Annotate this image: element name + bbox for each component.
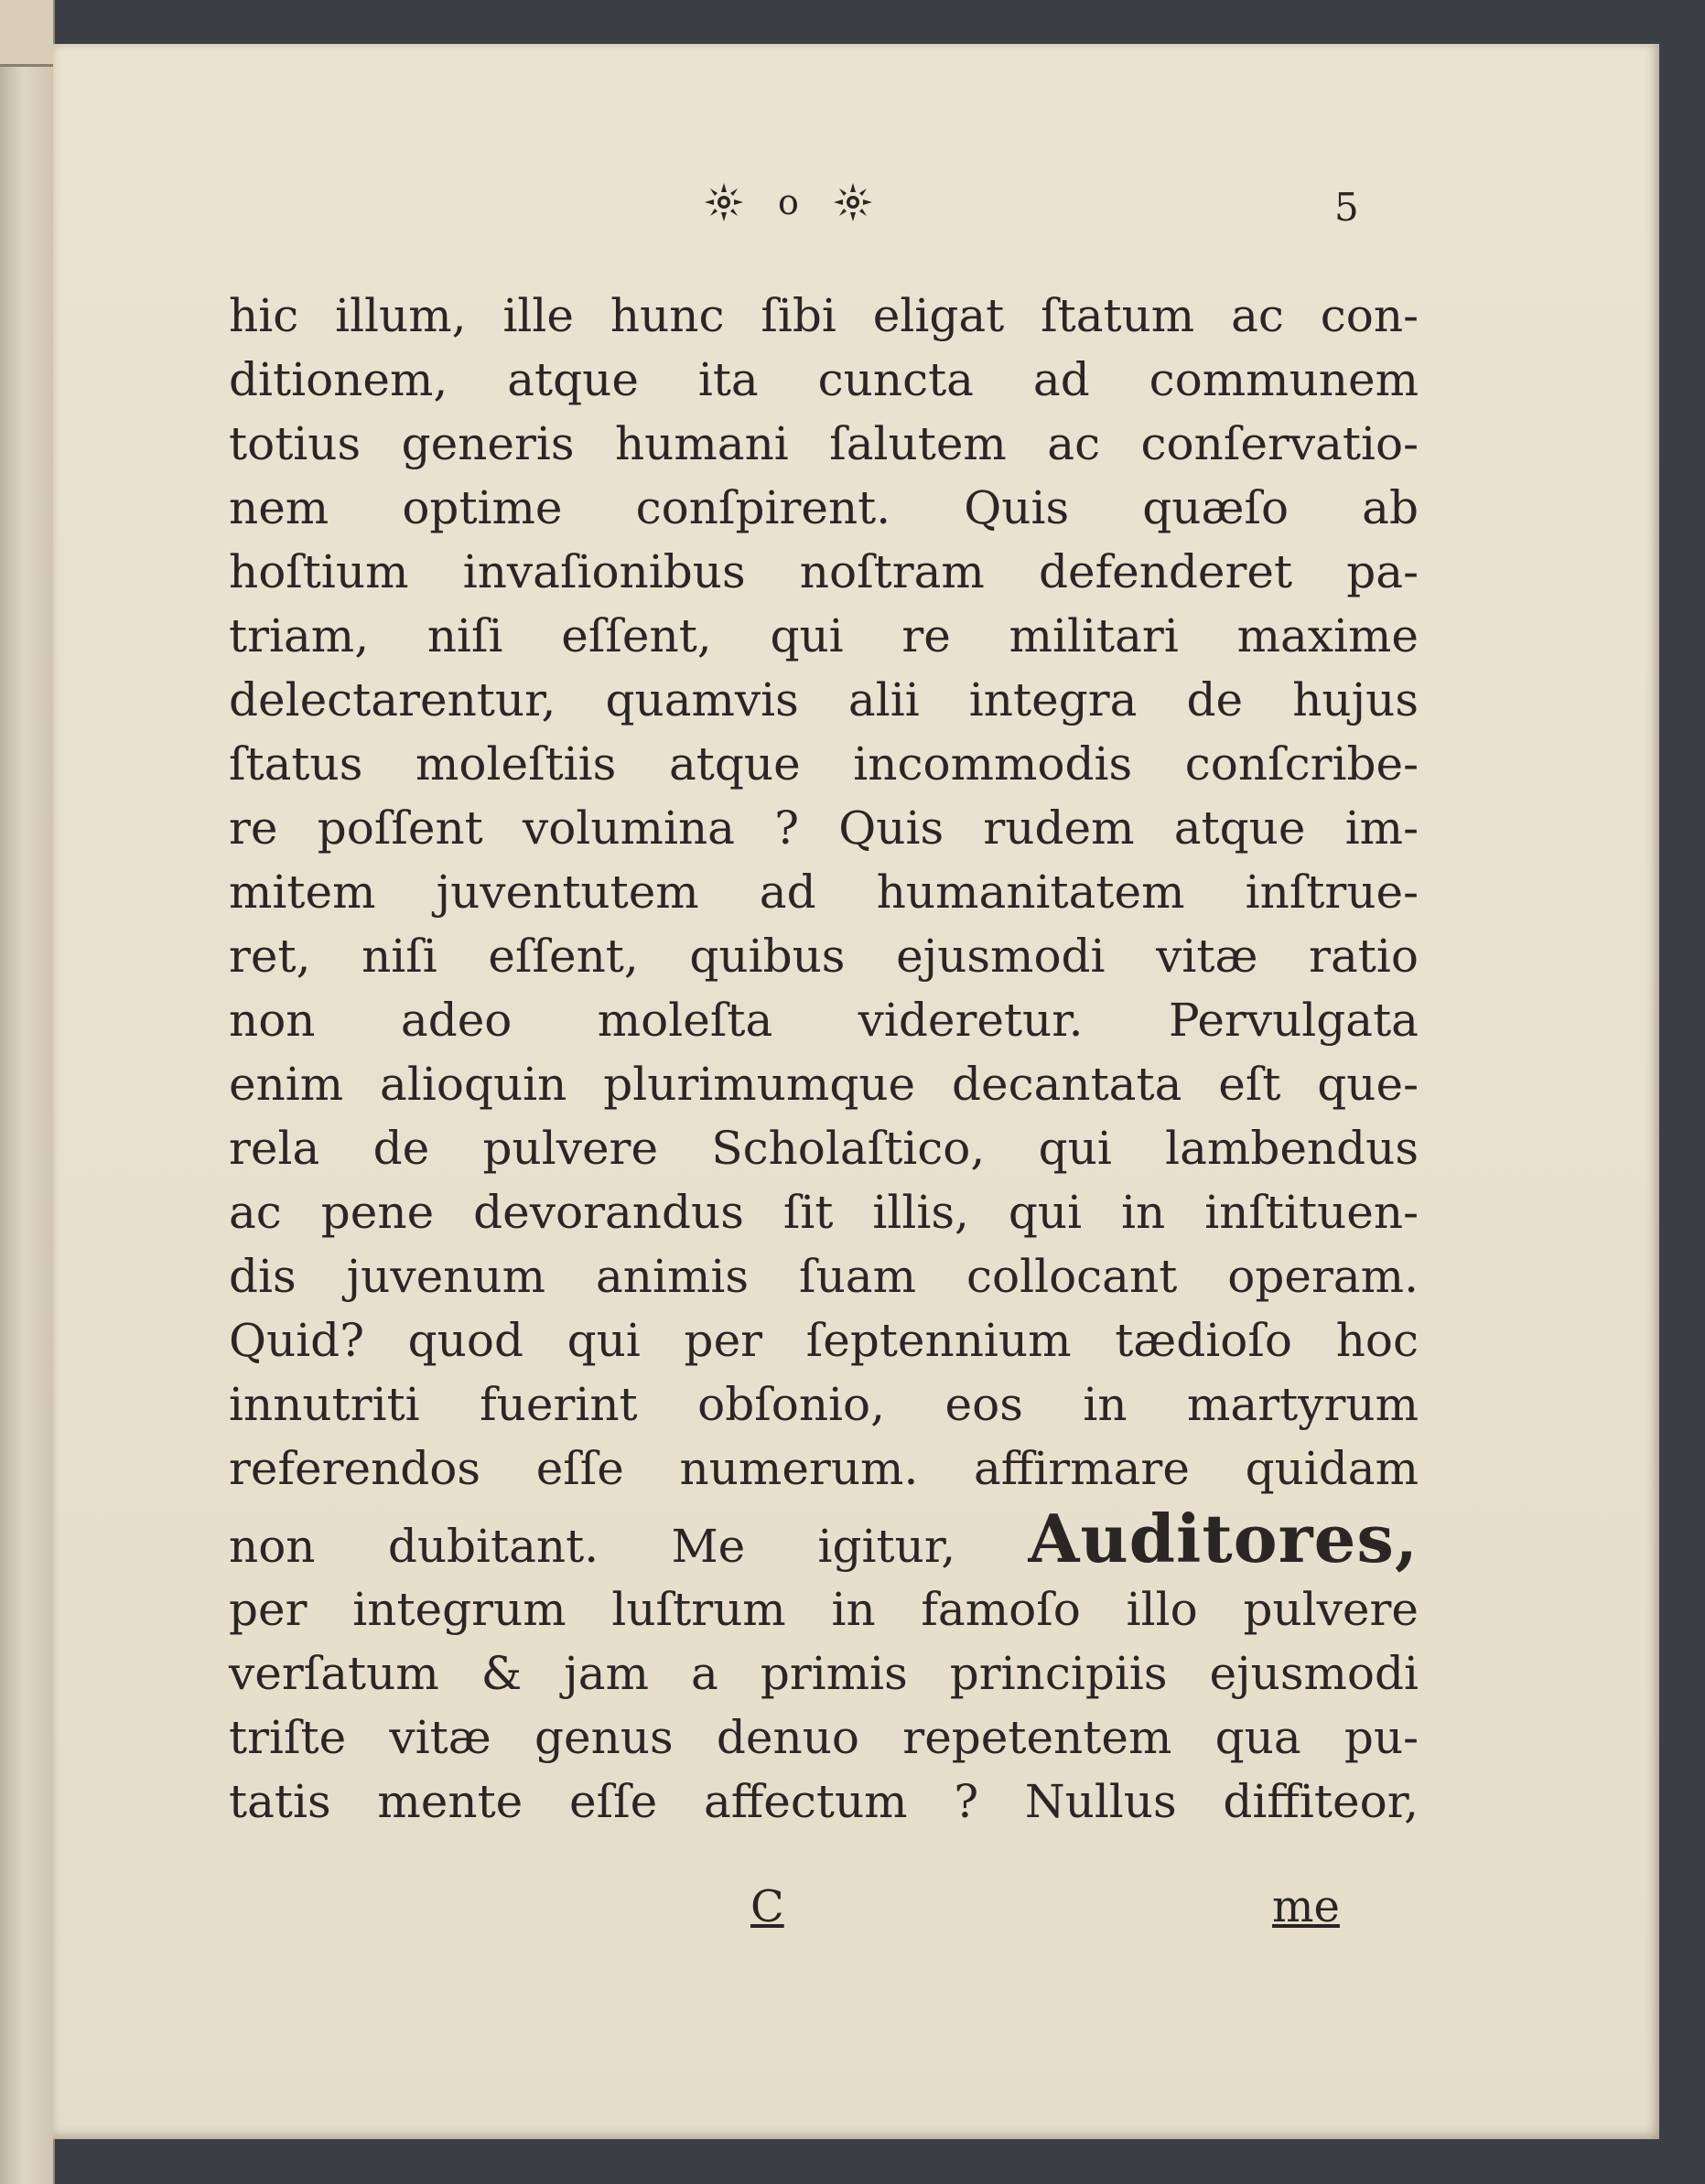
text-line: hic illum, ille hunc ſibi eligat ſtatum ac con- [229, 289, 1419, 342]
text-line: ſtatus moleſtiis atque incommodis conſcribe- [229, 737, 1419, 791]
text-line: innutriti fuerint obſonio, eos in martyrum [229, 1378, 1419, 1431]
binding-gutter [0, 0, 55, 2184]
text-line: dis juvenum animis ſuam collocant operam. [229, 1250, 1419, 1303]
text-line: referendos eſſe numerum. affirmare quidam [229, 1442, 1419, 1495]
page-footer [53, 1881, 1659, 1945]
page-number: 5 [1334, 185, 1359, 230]
text-line: totius generis humani ſalutem ac conſervatio- [229, 417, 1419, 470]
text-line: non adeo moleſta videretur. Pervulgata [229, 994, 1419, 1047]
page-edge-tab [0, 0, 53, 67]
catchword: me [1272, 1881, 1340, 1932]
text-line: Quid? quod qui per ſeptennium tædioſo hoc [229, 1314, 1419, 1367]
text-line: mitem juventutem ad humanitatem inſtrue- [229, 866, 1419, 919]
text-line: nem optime conſpirent. Quis quæſo ab [229, 481, 1419, 534]
text-line: ret, niſi eſſent, quibus ejusmodi vitæ ratio [229, 930, 1419, 983]
text-line: enim alioquin plurimumque decantata eſt que- [229, 1058, 1419, 1111]
ornament-icon [832, 181, 874, 223]
text-line: verſatum & jam a primis principiis ejusmodi [229, 1647, 1419, 1700]
text-line-with-address [229, 1501, 1419, 1577]
header-ornaments [703, 181, 874, 223]
text-line: per integrum luſtrum in famoſo illo pulvere [229, 1583, 1419, 1636]
text-line: triſte vitæ genus denuo repetentem qua pu- [229, 1711, 1419, 1764]
signature-mark: C [750, 1881, 784, 1932]
address-prefix: non dubitant. Me igitur, [229, 1520, 956, 1573]
text-line: delectarentur, quamvis alii integra de hujus [229, 673, 1419, 726]
text-line: ditionem, atque ita cuncta ad communem [229, 353, 1419, 406]
ornament-icon [703, 181, 745, 223]
body-text [229, 284, 1419, 1834]
text-line: ac pene devorandus ſit illis, qui in inſtituen- [229, 1186, 1419, 1239]
text-line: hoſtium invaſionibus noſtram defenderet pa- [229, 545, 1419, 598]
book-page [53, 44, 1659, 2139]
text-line: triam, niſi eſſent, qui re militari maxime [229, 609, 1419, 662]
address-word: Auditores, [1028, 1500, 1419, 1577]
text-line: tatis mente eſſe affectum ? Nullus diffiteor, [229, 1775, 1419, 1828]
text-line: re poſſent volumina ? Quis rudem atque im- [229, 802, 1419, 855]
page-header [53, 181, 1659, 236]
header-center-glyph: o [778, 182, 799, 222]
text-line: rela de pulvere Scholaſtico, qui lambendus [229, 1122, 1419, 1175]
